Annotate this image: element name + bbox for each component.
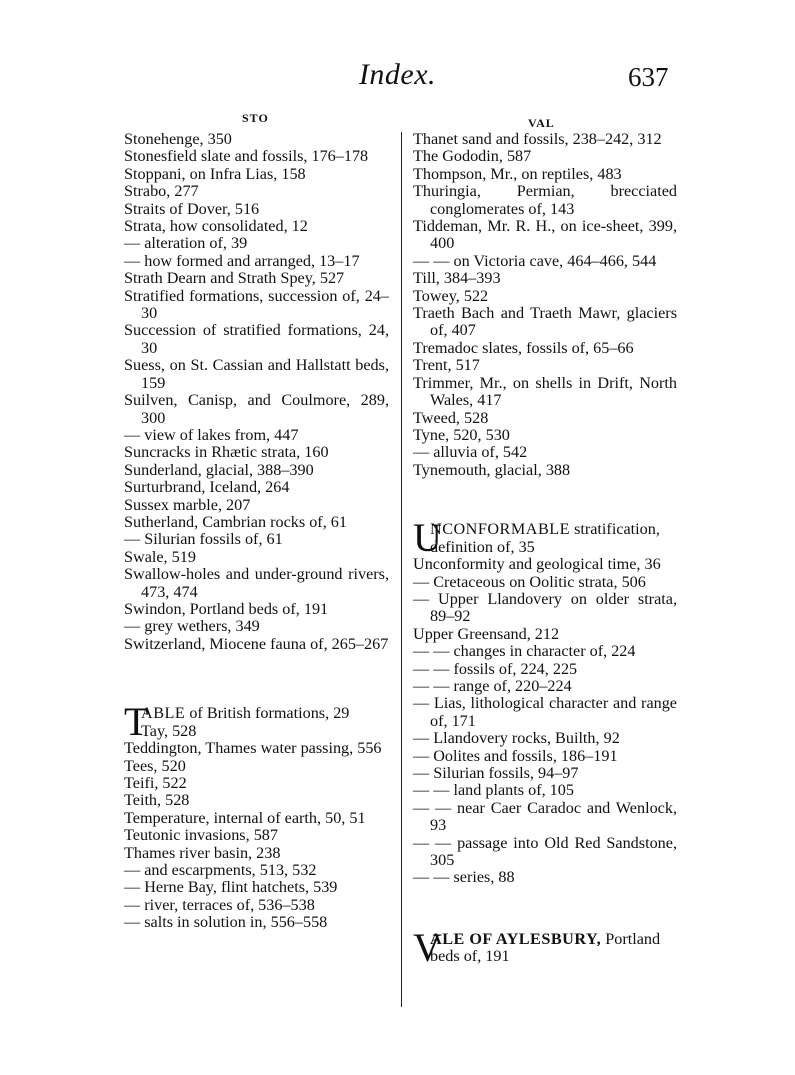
index-entry: Stonehenge, 350: [124, 130, 232, 148]
left-s-entries: [124, 131, 389, 653]
index-entry: Swale, 519: [124, 547, 196, 566]
index-entry: Tweed, 528: [413, 408, 489, 427]
index-entry: Stratified formations, succession of, 24–30: [124, 286, 389, 323]
index-entry: Suilven, Canisp, and Coulmore, 289, 300: [124, 391, 389, 427]
index-entry: Strata, how consolidated, 12: [124, 217, 308, 236]
index-entry: Thompson, Mr., on reptiles, 483: [413, 164, 622, 183]
index-entry: Stonesfield slate and fossils, 176–178: [124, 147, 369, 166]
section-t-rest: of British formations, 29: [185, 704, 350, 723]
page-title: Index.: [358, 58, 437, 91]
index-entry: Tiddeman, Mr. R. H., on ice-sheet, 399, 400: [413, 217, 677, 253]
index-entry: Surturbrand, Iceland, 264: [124, 478, 290, 497]
index-entry: Temperature, internal of earth, 50, 51: [124, 808, 366, 827]
page-number: 637: [628, 62, 669, 92]
index-entry: — Llandovery rocks, Builth, 92: [413, 729, 620, 748]
index-entry: — — on Victoria cave, 464–466, 544: [413, 251, 657, 270]
index-entry: Traeth Bach and Traeth Mawr, glaciers of, 407: [413, 304, 677, 340]
index-entry: Tremadoc slates, fossils of, 65–66: [413, 338, 634, 357]
index-entry: — — passage into Old Red Sandstone, 305: [413, 833, 677, 870]
section-gap: [124, 653, 389, 705]
dropcap-v: V: [413, 924, 442, 970]
index-entry: Towey, 522: [413, 286, 489, 305]
index-entry: Trent, 517: [413, 356, 480, 375]
index-entry: Succession of stratified formations, 24, 30: [124, 321, 389, 357]
index-entry: — Silurian fossils, 94–97: [413, 764, 579, 782]
index-entry: Upper Greensand, 212: [413, 624, 560, 643]
index-entry: — grey wethers, 349: [124, 617, 260, 636]
index-entry: Tynemouth, glacial, 388: [413, 460, 571, 479]
index-entry: Teutonic invasions, 587: [124, 826, 278, 845]
section-v-bold: ALE OF AYLESBURY,: [430, 929, 602, 948]
index-entry: Trimmer, Mr., on shells in Drift, North Wales, 417: [413, 373, 677, 410]
index-entry: — how formed and arranged, 13–17: [124, 251, 360, 270]
index-entry: Strabo, 277: [124, 182, 199, 201]
index-entry: Swindon, Portland beds of, 191: [124, 599, 329, 618]
index-entry: — Herne Bay, flint hatchets, 539: [124, 878, 338, 897]
index-entry: Sunderland, glacial, 388–390: [124, 460, 314, 479]
index-entry: — — changes in character of, 224: [413, 642, 636, 661]
index-entry: Tees, 520: [124, 756, 186, 775]
index-entry: Sutherland, Cambrian rocks of, 61: [124, 512, 347, 531]
column-divider: [401, 132, 402, 1007]
index-entry: Sussex marble, 207: [124, 495, 251, 514]
index-entry: Stoppani, on Infra Lias, 158: [124, 164, 306, 183]
index-entry: — Lias, lithological character and range of, 171: [413, 694, 677, 730]
left-t-entries: [124, 740, 389, 931]
index-entry: — — land plants of, 105: [413, 781, 574, 800]
left-column: [124, 131, 389, 932]
section-v-rest: Portland beds of, 191: [430, 929, 661, 966]
section-t-line2: Tay, 528: [141, 721, 197, 740]
index-entry: — — near Caer Caradoc and Wenlock, 93: [413, 798, 677, 835]
section-t-heading: [124, 699, 389, 745]
index-entry: — — range of, 220–224: [413, 676, 572, 695]
index-entry: Unconformity and geological time, 36: [413, 555, 661, 574]
left-guide-word: STO: [242, 111, 269, 125]
section-v-heading: [413, 924, 677, 970]
index-entry: — Cretaceous on Oolitic strata, 506: [413, 572, 646, 591]
section-gap: [413, 887, 677, 931]
index-entry: Teifi, 522: [124, 774, 187, 792]
index-entry: — — fossils of, 224, 225: [413, 659, 578, 678]
index-entry: — alteration of, 39: [124, 234, 248, 253]
right-column: [413, 130, 677, 970]
index-entry: — and escarpments, 513, 532: [124, 861, 317, 880]
section-u-heading: [413, 515, 677, 561]
index-entry: Suess, on St. Cassian and Hallstatt beds, 159: [124, 356, 389, 392]
index-entry: Till, 384–393: [413, 269, 501, 288]
index-entry: Thames river basin, 238: [124, 843, 281, 862]
index-entry: Teddington, Thames water passing, 556: [124, 739, 382, 758]
index-entry: — Silurian fossils of, 61: [124, 530, 283, 549]
index-entry: — Oolites and fossils, 186–191: [413, 746, 618, 765]
section-u-caps: NCONFORMABLE: [430, 520, 571, 539]
dropcap-t: T: [124, 699, 149, 745]
index-entry: Teith, 528: [124, 791, 190, 810]
index-entry: The Gododin, 587: [413, 147, 532, 166]
right-guide-word: VAL: [528, 116, 555, 130]
index-entry: Switzerland, Miocene fauna of, 265–267: [124, 634, 389, 653]
index-entry: — alluvia of, 542: [413, 443, 528, 462]
index-entry: — view of lakes from, 447: [124, 425, 299, 444]
index-entry: Swallow-holes and under-ground rivers, 473, 474: [124, 565, 389, 601]
index-entry: Strath Dearn and Strath Spey, 527: [124, 269, 345, 288]
right-t-entries: [413, 131, 677, 479]
index-entry: — salts in solution in, 556–558: [124, 913, 328, 932]
dropcap-u: U: [413, 515, 442, 561]
index-entry: Thuringia, Permian, brecciated conglomerates of, 143: [413, 182, 677, 218]
index-entry: — — series, 88: [413, 868, 515, 887]
index-entry: Tyne, 520, 530: [413, 425, 510, 444]
index-entry: — Upper Llandovery on older strata, 89–92: [413, 589, 677, 626]
index-entry: Straits of Dover, 516: [124, 199, 260, 218]
section-t-caps: ABLE: [141, 704, 186, 723]
index-entry: Suncracks in Rhætic strata, 160: [124, 443, 329, 462]
index-entry: Thanet sand and fossils, 238–242, 312: [413, 130, 662, 148]
section-u-rest: stratification, definition of, 35: [430, 520, 660, 556]
right-u-entries: [413, 556, 677, 887]
section-gap: [413, 479, 677, 521]
index-entry: — river, terraces of, 536–538: [124, 895, 315, 914]
